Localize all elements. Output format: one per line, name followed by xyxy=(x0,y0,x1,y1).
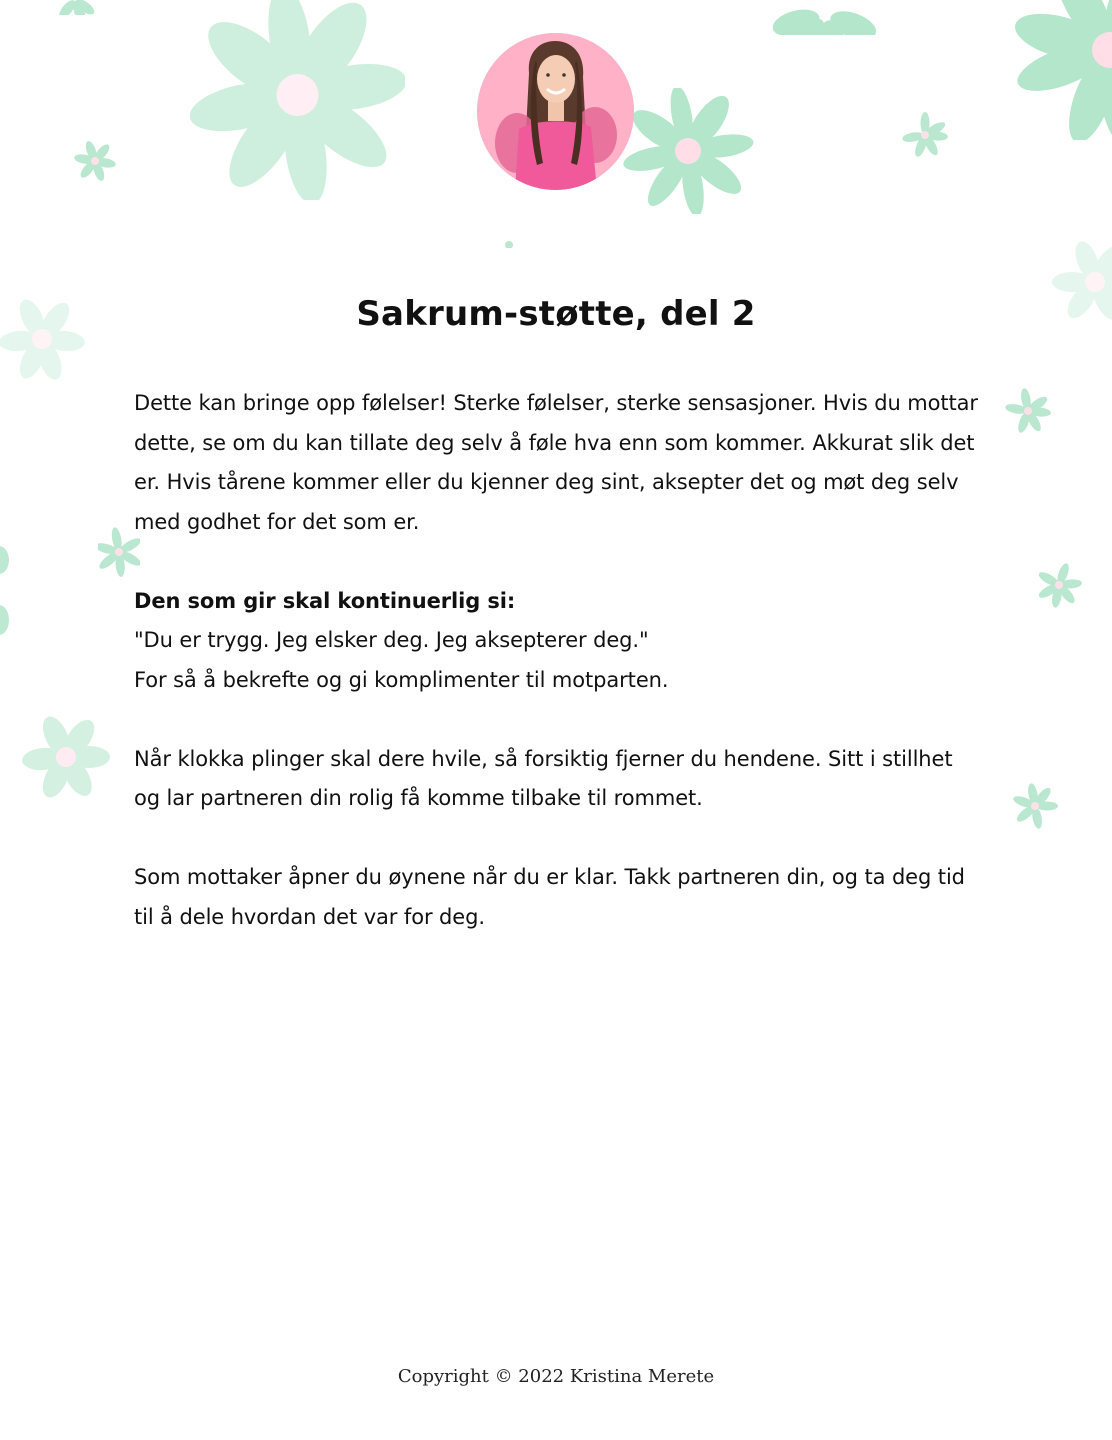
giver-quote: "Du er trygg. Jeg elsker deg. Jeg aksepterer deg." xyxy=(134,628,649,652)
paragraph-emotions: Dette kan bringe opp følelser! Sterke følelser, sterke sensasjoner. Hvis du mottar dette, se om du kan tillate deg selv å føle hva enn som kommer. Akkurat slik det er. Hvis tårene kommer eller du kjenner deg sint, aksepter det og møt deg selv med godhet for det som er. xyxy=(134,391,978,534)
flower-decoration-top-mid xyxy=(770,0,880,35)
giver-followup: For så å bekrefte og gi komplimenter til motparten. xyxy=(134,667,669,692)
giver-section xyxy=(134,582,984,701)
flower-decoration-right-middle xyxy=(1034,560,1084,610)
flower-decoration-right-lower xyxy=(1010,780,1060,832)
flower-decoration-small-left xyxy=(72,138,118,184)
flower-decoration-small-top-right xyxy=(900,110,950,160)
page-title: Sakrum-støtte, del 2 xyxy=(356,294,756,334)
flower-decoration-top-left-corner xyxy=(55,0,95,15)
flower-decoration-right-upper xyxy=(1002,386,1054,436)
giver-heading: Den som gir skal kontinuerlig si: xyxy=(134,588,516,613)
paragraph-closing: Som mottaker åpner du øynene når du er klar. Takk partneren din, og ta deg tid til å dele hvordan det var for deg. xyxy=(134,865,965,929)
flower-decoration-top-right-edge xyxy=(1010,0,1112,140)
flower-decoration-left-edge xyxy=(0,528,10,638)
flower-decoration-center-right xyxy=(622,88,754,214)
flower-decoration-left-lower xyxy=(18,710,114,804)
copyright-footer: Copyright © 2022 Kristina Merete xyxy=(397,1366,715,1387)
flower-decoration-large-left xyxy=(190,0,405,200)
flower-decoration-tiny-dot xyxy=(502,238,516,248)
paragraph-rest: Når klokka plinger skal dere hvile, så forsiktig fjerner du hendene. Sitt i stillhet og lar partneren din rolig få komme tilbake til rommet. xyxy=(134,746,953,810)
author-avatar xyxy=(477,33,634,190)
document-body xyxy=(134,384,984,977)
author-portrait-illustration xyxy=(477,33,634,190)
